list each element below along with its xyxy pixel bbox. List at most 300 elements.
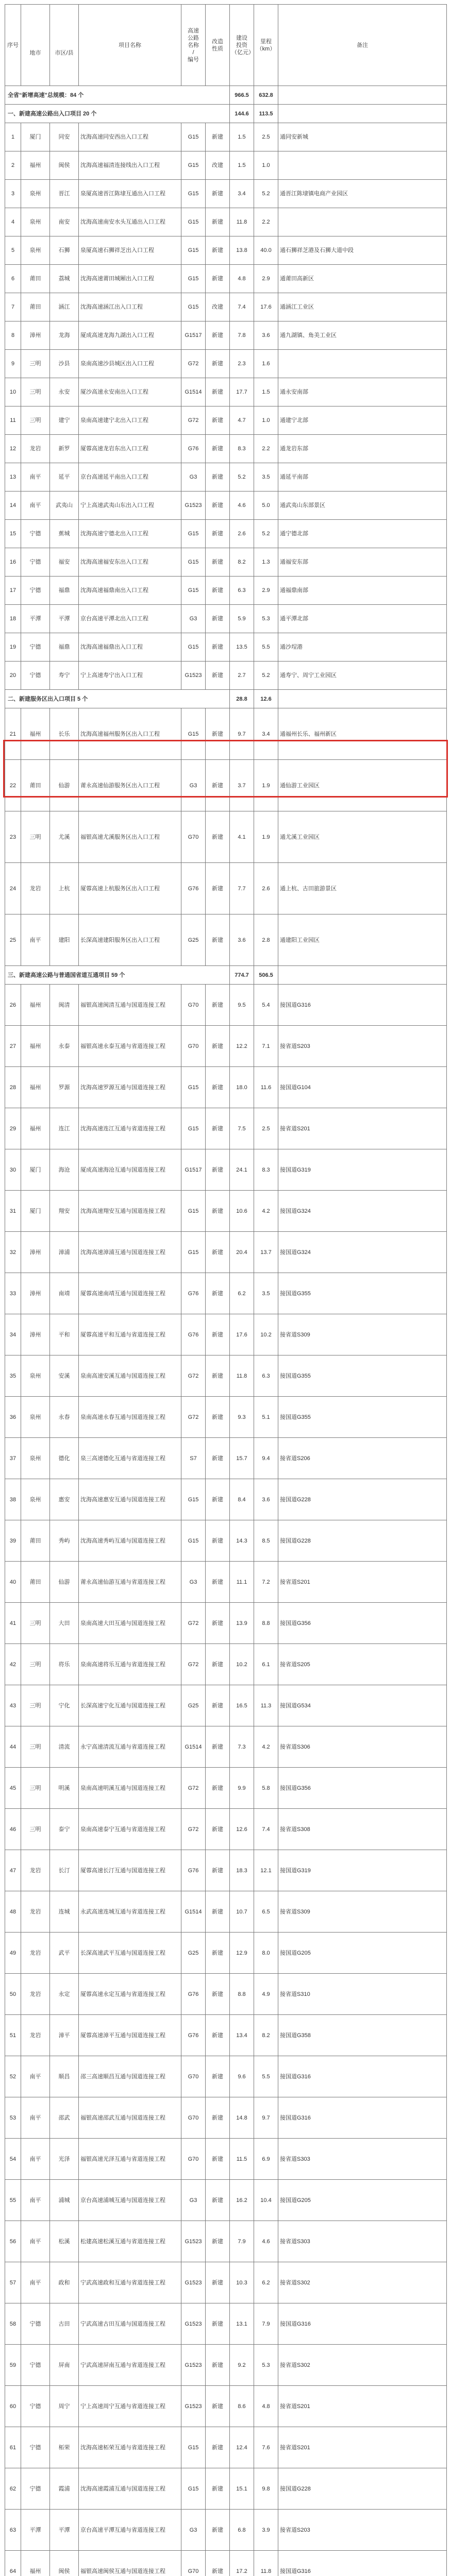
row-note: 接国道G319 [278, 1850, 447, 1891]
header-cell: 序号 [5, 5, 21, 86]
row-note: 通武夷山东部景区 [278, 492, 447, 520]
row-county: 泰宁 [50, 1809, 79, 1850]
row-city: 龙岩 [21, 1891, 50, 1933]
row-mileage: 7.1 [254, 1026, 278, 1067]
row-road: G72 [181, 1355, 206, 1397]
row-project-name: 宁上高速周宁互通与省道连接工程 [79, 2386, 181, 2427]
row-number: 16 [5, 548, 21, 577]
row-city: 泉州 [21, 1479, 50, 1520]
row-mileage: 7.4 [254, 1809, 278, 1850]
row-note: 接国道G355 [278, 1273, 447, 1314]
row-mileage: 4.9 [254, 1974, 278, 2015]
row-city: 平潭 [21, 605, 50, 633]
row-project-name: 长深高速建阳服务区出入口工程 [79, 914, 181, 966]
row-note: 接省道S303 [278, 2221, 447, 2262]
row-project-name: 福银高速闽清互通与国道连接工程 [79, 985, 181, 1026]
row-number: 36 [5, 1397, 21, 1438]
row-road: G76 [181, 2015, 206, 2056]
row-county: 上杭 [50, 863, 79, 914]
row-county: 福鼎 [50, 577, 79, 605]
row-investment: 3.7 [230, 760, 254, 811]
row-county: 海沧 [50, 1149, 79, 1191]
row-investment: 7.8 [230, 321, 254, 350]
row-project-name: 厦蓉高速永定互通与省道连接工程 [79, 1974, 181, 2015]
table-row [5, 2427, 447, 2468]
row-number: 3 [5, 180, 21, 208]
table-row [5, 1232, 447, 1273]
row-mileage: 7.9 [254, 2303, 278, 2345]
row-note: 接国道G316 [278, 2551, 447, 2576]
row-road: G15 [181, 708, 206, 760]
row-note: 通寿宁、周宁工业园区 [278, 662, 447, 690]
row-type: 新建 [206, 463, 230, 492]
row-type: 新建 [206, 236, 230, 265]
row-note: 接国道G316 [278, 985, 447, 1026]
row-note: 通建阳工业园区 [278, 914, 447, 966]
row-mileage: 1.0 [254, 151, 278, 180]
row-investment: 11.8 [230, 1355, 254, 1397]
row-investment: 7.3 [230, 1726, 254, 1768]
section-title: 二、新建服务区出入口项目 5 个 [5, 690, 230, 708]
table-row [5, 708, 447, 760]
row-note: 接省道S203 [278, 2510, 447, 2551]
row-type: 新建 [206, 2386, 230, 2427]
row-road: G1523 [181, 2303, 206, 2345]
row-investment: 6.8 [230, 2510, 254, 2551]
row-project-name: 宁上高速寿宁出入口工程 [79, 662, 181, 690]
row-number: 41 [5, 1603, 21, 1644]
table-row [5, 548, 447, 577]
row-project-name: 永武高速连城互通与省道连接工程 [79, 1891, 181, 1933]
row-project-name: 沈海高速连江互通与省道连接工程 [79, 1108, 181, 1149]
row-note: 接国道G319 [278, 1149, 447, 1191]
row-note: 接国道G324 [278, 1191, 447, 1232]
row-type: 新建 [206, 1520, 230, 1562]
table-row [5, 1891, 447, 1933]
row-city: 莆田 [21, 1562, 50, 1603]
table-row [5, 2015, 447, 2056]
row-investment: 13.4 [230, 2015, 254, 2056]
row-project-name: 厦蓉高速龙岩东出入口工程 [79, 435, 181, 463]
row-road: G70 [181, 2097, 206, 2139]
row-project-name: 沈海高速福鼎南出入口工程 [79, 577, 181, 605]
table-row [5, 321, 447, 350]
row-investment: 24.1 [230, 1149, 254, 1191]
row-type: 新建 [206, 406, 230, 435]
section-investment: 28.8 [230, 690, 254, 708]
row-county: 寿宁 [50, 662, 79, 690]
row-project-name: 沈海高速柘荣互通与省道连接工程 [79, 2427, 181, 2468]
row-number: 25 [5, 914, 21, 966]
row-city: 宁德 [21, 2427, 50, 2468]
row-mileage: 8.8 [254, 1603, 278, 1644]
row-road: G15 [181, 520, 206, 548]
section-row [5, 86, 447, 105]
row-project-name: 福银高速尤溪服务区出入口工程 [79, 811, 181, 863]
row-city: 福州 [21, 708, 50, 760]
row-city: 三明 [21, 1603, 50, 1644]
row-road: G3 [181, 2180, 206, 2221]
table-row [5, 1397, 447, 1438]
table-row [5, 2262, 447, 2303]
row-city: 漳州 [21, 1314, 50, 1355]
row-number: 15 [5, 520, 21, 548]
row-city: 三明 [21, 1726, 50, 1768]
row-project-name: 厦成高速龙海九湖出入口工程 [79, 321, 181, 350]
row-note: 通福安东部 [278, 548, 447, 577]
table-row [5, 1768, 447, 1809]
row-mileage: 5.3 [254, 605, 278, 633]
row-note: 接省道S201 [278, 2427, 447, 2468]
table-row [5, 406, 447, 435]
row-project-name: 泉南高速安溪互通与国道连接工程 [79, 1355, 181, 1397]
row-mileage: 4.2 [254, 1191, 278, 1232]
row-road: G3 [181, 463, 206, 492]
row-road: G1523 [181, 492, 206, 520]
table-row [5, 1273, 447, 1314]
row-investment: 4.6 [230, 492, 254, 520]
table-row [5, 1562, 447, 1603]
section-title: 三、新建高速公路与普通国省道互通项目 59 个 [5, 966, 230, 985]
row-type: 新建 [206, 708, 230, 760]
row-county: 永泰 [50, 1026, 79, 1067]
row-project-name: 泉南高速明溪互通与国道连接工程 [79, 1768, 181, 1809]
row-type: 新建 [206, 1355, 230, 1397]
row-project-name: 厦成高速海沧互通与国道连接工程 [79, 1149, 181, 1191]
row-type: 新建 [206, 1562, 230, 1603]
row-type: 新建 [206, 2427, 230, 2468]
row-project-name: 长深高速宁化互通与国道连接工程 [79, 1685, 181, 1726]
row-investment: 6.3 [230, 577, 254, 605]
table-row [5, 2386, 447, 2427]
table-row [5, 2097, 447, 2139]
row-number: 26 [5, 985, 21, 1026]
row-mileage: 10.4 [254, 2180, 278, 2221]
header-cell: 市区/县 [50, 5, 79, 86]
row-number: 35 [5, 1355, 21, 1397]
row-type: 改建 [206, 293, 230, 321]
row-investment: 12.2 [230, 1026, 254, 1067]
row-county: 将乐 [50, 1644, 79, 1685]
section-mileage: 506.5 [254, 966, 278, 985]
row-road: G3 [181, 2510, 206, 2551]
row-investment: 10.2 [230, 1644, 254, 1685]
row-investment: 9.7 [230, 708, 254, 760]
table-row [5, 605, 447, 633]
section-investment: 774.7 [230, 966, 254, 985]
table-row [5, 123, 447, 151]
row-type: 新建 [206, 2097, 230, 2139]
row-mileage: 5.1 [254, 1397, 278, 1438]
row-county: 晋江 [50, 180, 79, 208]
project-table [5, 4, 447, 2576]
row-project-name: 福银高速光泽互通与省道连接工程 [79, 2139, 181, 2180]
row-city: 宁德 [21, 2345, 50, 2386]
row-type: 新建 [206, 1685, 230, 1726]
row-city: 三明 [21, 1809, 50, 1850]
row-investment: 12.6 [230, 1809, 254, 1850]
row-number: 33 [5, 1273, 21, 1314]
row-note: 通同安新城 [278, 123, 447, 151]
row-city: 福州 [21, 985, 50, 1026]
row-type: 新建 [206, 2345, 230, 2386]
row-type: 新建 [206, 1026, 230, 1067]
table-header [5, 5, 447, 86]
table-row [5, 492, 447, 520]
row-county: 武夷山 [50, 492, 79, 520]
row-type: 新建 [206, 1933, 230, 1974]
row-county: 德化 [50, 1438, 79, 1479]
row-city: 莆田 [21, 265, 50, 293]
row-type: 新建 [206, 1314, 230, 1355]
row-note: 通尤溪工业园区 [278, 811, 447, 863]
row-road: G15 [181, 2427, 206, 2468]
row-note: 接省道S201 [278, 2386, 447, 2427]
row-mileage: 4.2 [254, 1726, 278, 1768]
row-type: 新建 [206, 1397, 230, 1438]
row-number: 17 [5, 577, 21, 605]
row-road: G70 [181, 2551, 206, 2576]
row-county: 平潭 [50, 2510, 79, 2551]
row-investment: 8.6 [230, 2386, 254, 2427]
section-note [278, 86, 447, 105]
row-project-name: 泉厦高速石狮祥芝出入口工程 [79, 236, 181, 265]
row-number: 60 [5, 2386, 21, 2427]
row-note: 接省道S306 [278, 1726, 447, 1768]
row-city: 龙岩 [21, 1933, 50, 1974]
header-cell: 备注 [278, 5, 447, 86]
row-mileage: 3.5 [254, 1273, 278, 1314]
row-county: 武平 [50, 1933, 79, 1974]
row-number: 63 [5, 2510, 21, 2551]
row-city: 龙岩 [21, 863, 50, 914]
row-investment: 4.7 [230, 406, 254, 435]
row-note: 接国道G228 [278, 1479, 447, 1520]
row-city: 宁德 [21, 2386, 50, 2427]
row-mileage: 10.2 [254, 1314, 278, 1355]
row-road: G3 [181, 760, 206, 811]
row-project-name: 泉厦高速晋江陈埭互通出入口工程 [79, 180, 181, 208]
row-number: 5 [5, 236, 21, 265]
row-number: 4 [5, 208, 21, 236]
row-type: 新建 [206, 350, 230, 378]
row-number: 62 [5, 2468, 21, 2510]
row-investment: 4.8 [230, 265, 254, 293]
row-investment: 14.3 [230, 1520, 254, 1562]
row-type: 新建 [206, 1191, 230, 1232]
row-mileage: 8.5 [254, 1520, 278, 1562]
table-row [5, 463, 447, 492]
row-project-name: 福银高速闽侯互通与国道连接工程 [79, 2551, 181, 2576]
table-row [5, 180, 447, 208]
row-county: 荔城 [50, 265, 79, 293]
row-type: 新建 [206, 2180, 230, 2221]
row-type: 改建 [206, 151, 230, 180]
row-type: 新建 [206, 2551, 230, 2576]
row-investment: 9.3 [230, 1397, 254, 1438]
row-investment: 2.3 [230, 350, 254, 378]
row-investment: 13.5 [230, 633, 254, 662]
row-road: G76 [181, 435, 206, 463]
table-row [5, 265, 447, 293]
row-investment: 13.8 [230, 236, 254, 265]
row-number: 6 [5, 265, 21, 293]
row-number: 58 [5, 2303, 21, 2345]
row-project-name: 莆永高速仙游服务区出入口工程 [79, 760, 181, 811]
row-number: 28 [5, 1067, 21, 1108]
row-city: 泉州 [21, 236, 50, 265]
row-investment: 8.8 [230, 1974, 254, 2015]
row-investment: 11.1 [230, 1562, 254, 1603]
row-number: 1 [5, 123, 21, 151]
row-number: 55 [5, 2180, 21, 2221]
row-investment: 8.3 [230, 435, 254, 463]
row-project-name: 沈海高速同安西出入口工程 [79, 123, 181, 151]
row-note: 通九湖镇、角美工业区 [278, 321, 447, 350]
row-type: 新建 [206, 1232, 230, 1273]
row-mileage: 6.1 [254, 1644, 278, 1685]
row-investment: 18.3 [230, 1850, 254, 1891]
row-note: 通仙游工业园区 [278, 760, 447, 811]
row-investment: 17.6 [230, 1314, 254, 1355]
row-road: G70 [181, 811, 206, 863]
row-investment: 8.2 [230, 548, 254, 577]
row-note: 接省道S302 [278, 2345, 447, 2386]
row-road: G72 [181, 1644, 206, 1685]
row-project-name: 宁上高速武夷山东出入口工程 [79, 492, 181, 520]
row-road: G76 [181, 1974, 206, 2015]
row-type: 新建 [206, 435, 230, 463]
row-project-name: 莆永高速仙游互通与省道连接工程 [79, 1562, 181, 1603]
row-type: 新建 [206, 1108, 230, 1149]
row-road: G76 [181, 1273, 206, 1314]
row-note: 通福州长乐、福州新区 [278, 708, 447, 760]
row-note: 接省道S205 [278, 1644, 447, 1685]
row-project-name: 泉三高速德化互通与省道连接工程 [79, 1438, 181, 1479]
row-city: 厦门 [21, 123, 50, 151]
row-note: 通沙埕港 [278, 633, 447, 662]
row-road: G1517 [181, 1149, 206, 1191]
row-number: 7 [5, 293, 21, 321]
row-type: 新建 [206, 180, 230, 208]
row-road: G72 [181, 1603, 206, 1644]
row-note: 接国道G104 [278, 1067, 447, 1108]
row-city: 南平 [21, 2221, 50, 2262]
row-note: 接国道G316 [278, 2303, 447, 2345]
table-row [5, 520, 447, 548]
row-project-name: 沈海高速翔安互通与国道连接工程 [79, 1191, 181, 1232]
row-road: G72 [181, 1768, 206, 1809]
row-road: G3 [181, 1562, 206, 1603]
row-number: 57 [5, 2262, 21, 2303]
row-mileage: 17.6 [254, 293, 278, 321]
row-investment: 11.8 [230, 208, 254, 236]
row-type: 新建 [206, 123, 230, 151]
table-row [5, 2056, 447, 2097]
row-city: 宁德 [21, 520, 50, 548]
table-row [5, 760, 447, 811]
row-city: 宁德 [21, 662, 50, 690]
row-investment: 5.9 [230, 605, 254, 633]
row-project-name: 京台高速平潭北出入口工程 [79, 605, 181, 633]
row-type: 新建 [206, 208, 230, 236]
row-mileage: 1.0 [254, 406, 278, 435]
row-road: G15 [181, 633, 206, 662]
row-county: 仙游 [50, 1562, 79, 1603]
row-number: 32 [5, 1232, 21, 1273]
row-county: 秀屿 [50, 1520, 79, 1562]
row-city: 龙岩 [21, 1850, 50, 1891]
row-city: 厦门 [21, 1191, 50, 1232]
row-city: 泉州 [21, 1397, 50, 1438]
row-project-name: 邵三高速顺昌互通与国道连接工程 [79, 2056, 181, 2097]
row-investment: 16.5 [230, 1685, 254, 1726]
row-city: 三明 [21, 350, 50, 378]
row-county: 建阳 [50, 914, 79, 966]
row-county: 永安 [50, 378, 79, 406]
row-road: G15 [181, 1108, 206, 1149]
row-mileage: 6.2 [254, 2262, 278, 2303]
row-county: 仙游 [50, 760, 79, 811]
table-row [5, 2468, 447, 2510]
row-city: 漳州 [21, 1273, 50, 1314]
row-road: G15 [181, 208, 206, 236]
row-mileage: 5.5 [254, 2056, 278, 2097]
row-number: 52 [5, 2056, 21, 2097]
row-investment: 6.2 [230, 1273, 254, 1314]
row-investment: 2.6 [230, 520, 254, 548]
row-type: 新建 [206, 378, 230, 406]
row-road: G15 [181, 123, 206, 151]
row-road: G15 [181, 151, 206, 180]
row-project-name: 永宁高速清流互通与省道连接工程 [79, 1726, 181, 1768]
row-investment: 17.7 [230, 378, 254, 406]
row-city: 漳州 [21, 1232, 50, 1273]
row-note: 接国道G356 [278, 1768, 447, 1809]
row-number: 11 [5, 406, 21, 435]
row-type: 新建 [206, 760, 230, 811]
row-type: 新建 [206, 2015, 230, 2056]
row-county: 光泽 [50, 2139, 79, 2180]
row-note: 接省道S201 [278, 1562, 447, 1603]
row-mileage: 5.2 [254, 180, 278, 208]
row-project-name: 沈海高速罗源互通与国道连接工程 [79, 1067, 181, 1108]
row-number: 24 [5, 863, 21, 914]
row-type: 新建 [206, 1644, 230, 1685]
row-mileage: 9.4 [254, 1438, 278, 1479]
section-row [5, 966, 447, 985]
header-cell: 建设 投资 （亿元） [230, 5, 254, 86]
row-county: 宁化 [50, 1685, 79, 1726]
row-number: 37 [5, 1438, 21, 1479]
row-note: 通莆田高新区 [278, 265, 447, 293]
row-note: 通涵江工业区 [278, 293, 447, 321]
row-investment: 7.4 [230, 293, 254, 321]
row-type: 新建 [206, 520, 230, 548]
row-county: 大田 [50, 1603, 79, 1644]
row-investment: 7.5 [230, 1108, 254, 1149]
row-mileage: 9.7 [254, 2097, 278, 2139]
row-note [278, 151, 447, 180]
row-mileage: 1.3 [254, 548, 278, 577]
row-county: 古田 [50, 2303, 79, 2345]
row-road: G76 [181, 1314, 206, 1355]
row-type: 新建 [206, 2510, 230, 2551]
row-city: 南平 [21, 2097, 50, 2139]
row-mileage: 2.9 [254, 265, 278, 293]
row-project-name: 沈海高速宁德北出入口工程 [79, 520, 181, 548]
row-note: 接省道S308 [278, 1809, 447, 1850]
